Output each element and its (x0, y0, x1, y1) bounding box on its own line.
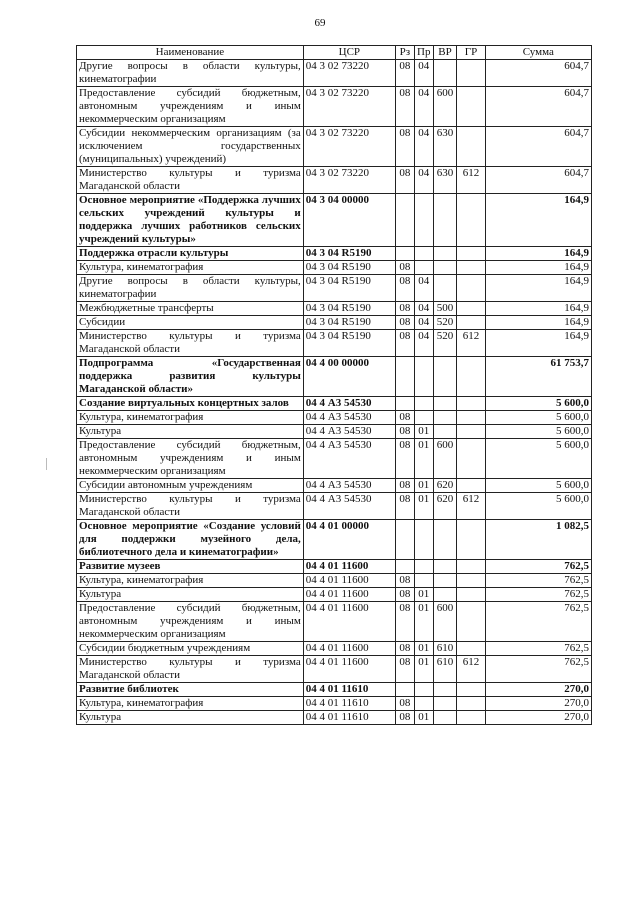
row-gr (457, 697, 485, 711)
row-sum: 762,5 (485, 656, 591, 683)
row-csr: 04 4 01 11600 (303, 574, 395, 588)
row-pr (414, 357, 433, 397)
table-row (77, 711, 592, 725)
row-gr (457, 602, 485, 642)
row-csr: 04 4 А3 54530 (303, 439, 395, 479)
row-sum: 762,5 (485, 560, 591, 574)
row-rz: 08 (395, 439, 414, 479)
row-name: Другие вопросы в области культуры, кинематографии (77, 60, 304, 87)
page-number: 69 (314, 17, 326, 29)
row-vr: 610 (433, 656, 457, 683)
table-row (77, 574, 592, 588)
header-name: Наименование (77, 46, 304, 60)
row-name: Субсидии некоммерческим организациям (за исключением государственных (муниципальных) учреждений) (77, 127, 304, 167)
row-sum: 270,0 (485, 697, 591, 711)
row-gr (457, 642, 485, 656)
row-csr: 04 4 00 00000 (303, 357, 395, 397)
row-pr: 04 (414, 330, 433, 357)
header-rz: Рз (395, 46, 414, 60)
row-pr: 04 (414, 87, 433, 127)
row-name: Подпрограмма «Государственная поддержка развития культуры Магаданской области» (77, 357, 304, 397)
row-name: Развитие библиотек (77, 683, 304, 697)
row-rz (395, 247, 414, 261)
table-row (77, 425, 592, 439)
row-pr: 01 (414, 602, 433, 642)
row-gr (457, 194, 485, 247)
row-csr: 04 4 01 11610 (303, 697, 395, 711)
row-gr (457, 574, 485, 588)
row-rz: 08 (395, 60, 414, 87)
budget-table (76, 45, 592, 725)
row-vr (433, 683, 457, 697)
row-name: Субсидии (77, 316, 304, 330)
scan-margin-mark (46, 458, 47, 470)
row-pr: 04 (414, 275, 433, 302)
row-csr: 04 4 А3 54530 (303, 479, 395, 493)
row-vr (433, 247, 457, 261)
row-sum: 164,9 (485, 275, 591, 302)
row-sum: 5 600,0 (485, 411, 591, 425)
row-vr: 630 (433, 127, 457, 167)
row-rz: 08 (395, 302, 414, 316)
table-row (77, 588, 592, 602)
row-rz (395, 357, 414, 397)
row-name: Министерство культуры и туризма Магаданской области (77, 330, 304, 357)
row-name: Культура (77, 588, 304, 602)
table-row (77, 261, 592, 275)
row-rz (395, 397, 414, 411)
row-gr: 612 (457, 167, 485, 194)
row-pr (414, 411, 433, 425)
row-csr: 04 3 04 R5190 (303, 316, 395, 330)
row-rz: 08 (395, 425, 414, 439)
row-vr (433, 425, 457, 439)
row-vr (433, 411, 457, 425)
row-pr: 01 (414, 711, 433, 725)
row-rz: 08 (395, 261, 414, 275)
row-pr (414, 194, 433, 247)
row-gr (457, 425, 485, 439)
row-sum: 762,5 (485, 574, 591, 588)
row-vr (433, 520, 457, 560)
row-name: Культура, кинематография (77, 261, 304, 275)
row-pr (414, 261, 433, 275)
row-sum: 164,9 (485, 247, 591, 261)
table-row (77, 167, 592, 194)
row-rz: 08 (395, 411, 414, 425)
row-sum: 604,7 (485, 167, 591, 194)
row-sum: 270,0 (485, 711, 591, 725)
row-pr: 04 (414, 167, 433, 194)
row-pr (414, 683, 433, 697)
row-sum: 61 753,7 (485, 357, 591, 397)
row-name: Культура, кинематография (77, 411, 304, 425)
row-name: Культура (77, 425, 304, 439)
row-rz: 08 (395, 479, 414, 493)
row-vr (433, 711, 457, 725)
row-gr (457, 275, 485, 302)
row-pr: 01 (414, 588, 433, 602)
row-vr: 500 (433, 302, 457, 316)
table-row (77, 316, 592, 330)
row-csr: 04 4 А3 54530 (303, 425, 395, 439)
row-csr: 04 4 01 11600 (303, 588, 395, 602)
row-sum: 604,7 (485, 60, 591, 87)
table-row (77, 194, 592, 247)
row-pr: 01 (414, 656, 433, 683)
row-vr: 600 (433, 87, 457, 127)
row-pr: 01 (414, 439, 433, 479)
row-csr: 04 3 04 R5190 (303, 302, 395, 316)
table-row (77, 656, 592, 683)
row-pr: 04 (414, 60, 433, 87)
table-row (77, 493, 592, 520)
row-vr (433, 60, 457, 87)
row-csr: 04 3 02 73220 (303, 87, 395, 127)
row-vr (433, 397, 457, 411)
row-csr: 04 3 04 00000 (303, 194, 395, 247)
row-vr: 610 (433, 642, 457, 656)
table-row (77, 411, 592, 425)
row-name: Создание виртуальных концертных залов (77, 397, 304, 411)
row-vr (433, 574, 457, 588)
row-gr (457, 357, 485, 397)
row-rz: 08 (395, 642, 414, 656)
row-vr (433, 697, 457, 711)
row-name: Межбюджетные трансферты (77, 302, 304, 316)
row-csr: 04 3 04 R5190 (303, 261, 395, 275)
row-name: Развитие музеев (77, 560, 304, 574)
header-gr: ГР (457, 46, 485, 60)
table-row (77, 520, 592, 560)
row-name: Субсидии бюджетным учреждениям (77, 642, 304, 656)
row-pr (414, 397, 433, 411)
row-vr: 600 (433, 602, 457, 642)
row-vr (433, 357, 457, 397)
row-csr: 04 4 01 11600 (303, 602, 395, 642)
row-sum: 270,0 (485, 683, 591, 697)
row-sum: 164,9 (485, 261, 591, 275)
header-csr: ЦСР (303, 46, 395, 60)
table-row (77, 683, 592, 697)
header-pr: Пр (414, 46, 433, 60)
header-vr: ВР (433, 46, 457, 60)
row-rz: 08 (395, 330, 414, 357)
row-pr (414, 247, 433, 261)
row-sum: 762,5 (485, 642, 591, 656)
row-vr: 620 (433, 479, 457, 493)
row-gr (457, 397, 485, 411)
row-rz: 08 (395, 588, 414, 602)
row-name: Основное мероприятие «Поддержка лучших сельских учреждений культуры и поддержка лучших работников сельских учреждений культуры» (77, 194, 304, 247)
table-row (77, 479, 592, 493)
row-gr: 612 (457, 493, 485, 520)
row-gr: 612 (457, 656, 485, 683)
row-vr (433, 275, 457, 302)
row-name: Культура, кинематография (77, 574, 304, 588)
row-gr (457, 560, 485, 574)
row-gr (457, 683, 485, 697)
row-rz: 08 (395, 316, 414, 330)
row-sum: 5 600,0 (485, 493, 591, 520)
row-csr: 04 3 04 R5190 (303, 330, 395, 357)
row-pr: 04 (414, 127, 433, 167)
row-csr: 04 4 01 11600 (303, 560, 395, 574)
row-pr: 04 (414, 316, 433, 330)
table-row (77, 275, 592, 302)
row-gr (457, 411, 485, 425)
row-gr (457, 711, 485, 725)
table-header-row (77, 46, 592, 60)
row-name: Основное мероприятие «Создание условий для поддержки музейного дела, библиотечного дела и кинематографии» (77, 520, 304, 560)
row-gr (457, 60, 485, 87)
row-name: Субсидии автономным учреждениям (77, 479, 304, 493)
row-rz (395, 520, 414, 560)
row-pr (414, 574, 433, 588)
row-sum: 762,5 (485, 602, 591, 642)
row-vr: 520 (433, 330, 457, 357)
row-csr: 04 3 04 R5190 (303, 275, 395, 302)
table-row (77, 302, 592, 316)
row-sum: 164,9 (485, 302, 591, 316)
row-name: Культура (77, 711, 304, 725)
row-pr: 01 (414, 425, 433, 439)
row-name: Министерство культуры и туризма Магаданской области (77, 493, 304, 520)
row-gr (457, 127, 485, 167)
row-rz (395, 683, 414, 697)
row-name: Предоставление субсидий бюджетным, автономным учреждениям и иным некоммерческим организациям (77, 439, 304, 479)
table-row (77, 127, 592, 167)
table-row (77, 357, 592, 397)
row-rz: 08 (395, 711, 414, 725)
row-rz: 08 (395, 275, 414, 302)
row-name: Министерство культуры и туризма Магаданской области (77, 656, 304, 683)
row-rz: 08 (395, 493, 414, 520)
row-pr (414, 560, 433, 574)
table-row (77, 560, 592, 574)
table-row (77, 642, 592, 656)
row-vr: 630 (433, 167, 457, 194)
row-pr: 04 (414, 302, 433, 316)
table-row (77, 439, 592, 479)
row-vr (433, 560, 457, 574)
row-name: Другие вопросы в области культуры, кинематографии (77, 275, 304, 302)
row-rz: 08 (395, 602, 414, 642)
table-row (77, 330, 592, 357)
row-gr: 612 (457, 330, 485, 357)
row-pr (414, 697, 433, 711)
row-sum: 5 600,0 (485, 479, 591, 493)
table-row (77, 397, 592, 411)
row-vr: 600 (433, 439, 457, 479)
table-body (77, 60, 592, 725)
row-csr: 04 4 А3 54530 (303, 411, 395, 425)
row-name: Поддержка отрасли культуры (77, 247, 304, 261)
row-csr: 04 3 02 73220 (303, 167, 395, 194)
table-row (77, 87, 592, 127)
row-rz (395, 560, 414, 574)
row-pr: 01 (414, 642, 433, 656)
row-name: Предоставление субсидий бюджетным, автономным учреждениям и иным некоммерческим организациям (77, 602, 304, 642)
row-gr (457, 520, 485, 560)
row-rz: 08 (395, 167, 414, 194)
table-row (77, 602, 592, 642)
table-row (77, 247, 592, 261)
row-gr (457, 316, 485, 330)
row-sum: 164,9 (485, 330, 591, 357)
row-gr (457, 479, 485, 493)
row-rz: 08 (395, 87, 414, 127)
table-row (77, 60, 592, 87)
row-csr: 04 4 01 11600 (303, 642, 395, 656)
row-sum: 5 600,0 (485, 425, 591, 439)
row-name: Министерство культуры и туризма Магаданской области (77, 167, 304, 194)
row-vr (433, 261, 457, 275)
row-sum: 164,9 (485, 194, 591, 247)
header-sum: Сумма (485, 46, 591, 60)
row-csr: 04 4 01 11610 (303, 711, 395, 725)
row-rz: 08 (395, 697, 414, 711)
row-sum: 5 600,0 (485, 439, 591, 479)
row-sum: 604,7 (485, 127, 591, 167)
row-gr (457, 302, 485, 316)
row-gr (457, 261, 485, 275)
row-gr (457, 588, 485, 602)
row-csr: 04 3 02 73220 (303, 60, 395, 87)
row-name: Культура, кинематография (77, 697, 304, 711)
row-gr (457, 439, 485, 479)
row-sum: 1 082,5 (485, 520, 591, 560)
row-csr: 04 4 А3 54530 (303, 397, 395, 411)
row-gr (457, 87, 485, 127)
row-sum: 762,5 (485, 588, 591, 602)
row-sum: 164,9 (485, 316, 591, 330)
row-pr (414, 520, 433, 560)
row-rz: 08 (395, 574, 414, 588)
row-csr: 04 3 04 R5190 (303, 247, 395, 261)
row-pr: 01 (414, 479, 433, 493)
row-sum: 5 600,0 (485, 397, 591, 411)
row-rz (395, 194, 414, 247)
table-row (77, 697, 592, 711)
row-sum: 604,7 (485, 87, 591, 127)
row-csr: 04 4 А3 54530 (303, 493, 395, 520)
row-csr: 04 4 01 11610 (303, 683, 395, 697)
row-name: Предоставление субсидий бюджетным, автономным учреждениям и иным некоммерческим организациям (77, 87, 304, 127)
row-vr: 520 (433, 316, 457, 330)
row-rz: 08 (395, 656, 414, 683)
row-csr: 04 3 02 73220 (303, 127, 395, 167)
row-csr: 04 4 01 11600 (303, 656, 395, 683)
row-vr (433, 588, 457, 602)
row-vr (433, 194, 457, 247)
row-rz: 08 (395, 127, 414, 167)
row-gr (457, 247, 485, 261)
row-pr: 01 (414, 493, 433, 520)
row-csr: 04 4 01 00000 (303, 520, 395, 560)
row-vr: 620 (433, 493, 457, 520)
